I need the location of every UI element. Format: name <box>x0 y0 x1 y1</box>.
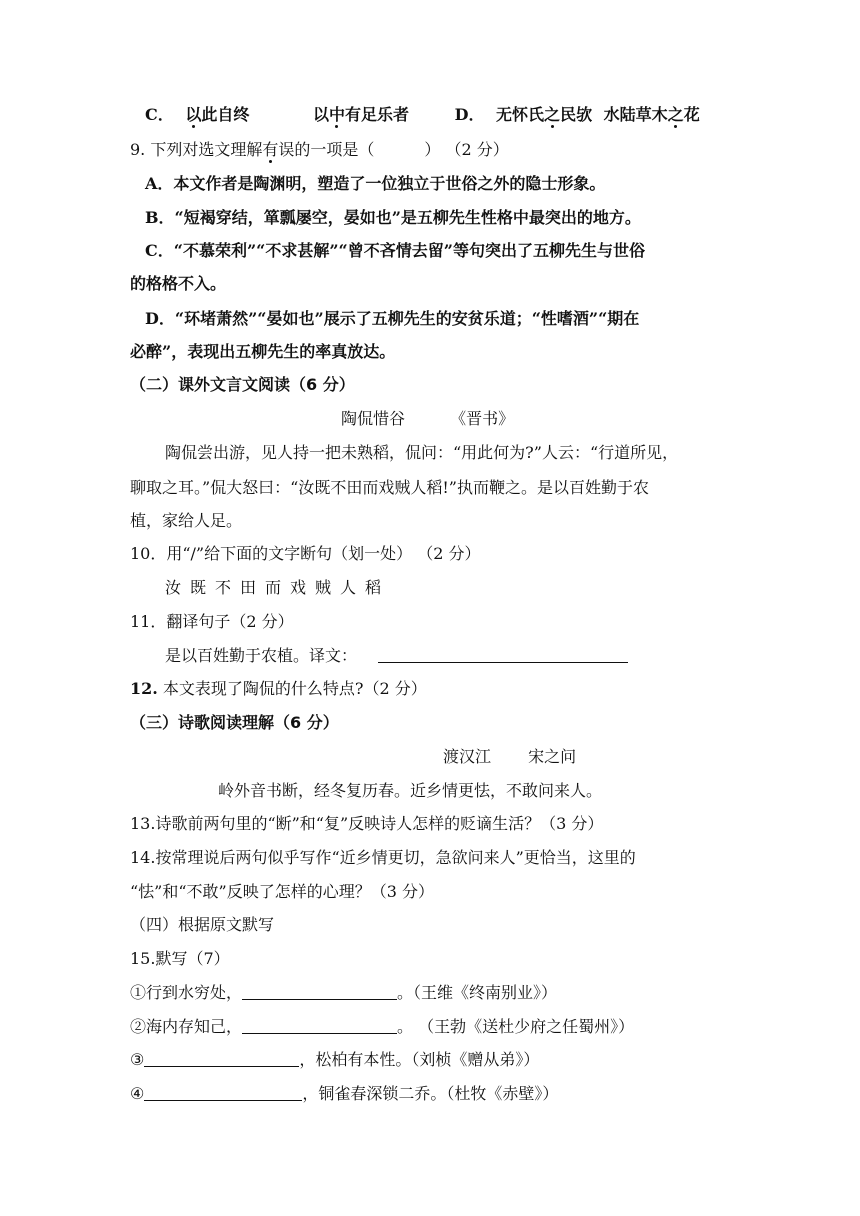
passage-title: 陶侃惜谷 <box>341 409 406 428</box>
passage-line-2: 聊取之耳。”侃大怒曰：“汝既不田而戏贼人稻!”执而鞭之。是以百姓勤于农 <box>130 478 649 497</box>
q15-item-1: ①行到水穷处， 。（王维《终南别业》） <box>130 983 558 1002</box>
passage-source: 《晋书》 <box>450 409 515 428</box>
q9-option-c-line2: 的格格不入。 <box>130 274 227 293</box>
q9-option-b: B．“短褐穿结，箪瓢屡空，晏如也”是五柳先生性格中最突出的地方。 <box>145 208 641 227</box>
q9-option-d-line1: D．“环堵萧然”“晏如也”展示了五柳先生的安贫乐道；“性嗜酒”“期在 <box>145 309 640 328</box>
q8-option-c-part2: 以中有足乐者 <box>312 105 409 124</box>
poem-text: 岭外音书断，经冬复历春。近乡情更怯，不敢问来人。 <box>218 781 603 800</box>
q14-stem-line2: “怯”和“不敢”反映了怎样的心理？（3 分） <box>130 882 434 901</box>
q11-translation-row <box>165 645 628 667</box>
q9-option-d-line2: 必醉”，表现出五柳先生的率真放达。 <box>130 342 396 361</box>
passage-line-1: 陶侃尝出游，见人持一把未熟稻，侃问：“用此何为?”人云：“行道所见， <box>165 443 679 462</box>
q8-option-row <box>145 104 700 126</box>
q15-item-3-blank[interactable] <box>144 1050 299 1067</box>
q15-item-4-blank[interactable] <box>144 1084 302 1101</box>
poem-author: 宋之问 <box>528 747 577 766</box>
q9-option-a: A．本文作者是陶渊明，塑造了一位独立于世俗之外的隐士形象。 <box>145 174 606 193</box>
q8-option-c-part1: 以此自终 <box>185 105 250 124</box>
q9-stem: 9. 下列对选文理解有误的一项是（ ） （2 分） <box>130 140 509 159</box>
q8-option-d-label: D． <box>454 105 485 124</box>
section2-heading: （二）课外文言文阅读（6 分） <box>130 375 355 394</box>
q8-option-d-part1: 无怀氏之民欤 <box>496 105 593 124</box>
q15-stem: 15.默写（7） <box>130 949 230 968</box>
section3-heading: （三）诗歌阅读理解（6 分） <box>130 713 339 732</box>
q8-option-d-part2: 水陆草木之花 <box>603 105 700 124</box>
poem-title-row <box>443 746 576 768</box>
q8-emphasized-char: 之 <box>667 105 684 124</box>
passage-line-3: 植，家给人足。 <box>130 511 243 530</box>
q11-stem: 11．翻译句子（2 分） <box>130 612 294 631</box>
q10-stem: 10．用“/”给下面的文字断句（划一处） （2 分） <box>130 544 481 563</box>
q12-stem: 12. 本文表现了陶侃的什么特点?（2 分） <box>130 679 427 698</box>
q11-prompt: 是以百姓勤于农植。译文： <box>165 646 358 665</box>
poem-title: 渡汉江 <box>443 747 492 766</box>
q15-item-4: ④ ，铜雀春深锁二乔。（杜牧《赤壁》） <box>130 1084 559 1103</box>
q15-item-3: ③ ，松柏有本性。（刘桢《赠从弟》） <box>130 1050 540 1069</box>
q9-emphasized-char: 有 <box>262 140 279 159</box>
q12-number: 12. <box>130 679 158 698</box>
section4-heading: （四）根据原文默写 <box>130 915 275 934</box>
q15-item-1-blank[interactable] <box>242 983 397 1000</box>
q15-item-2: ②海内存知己， 。 （王勃《送杜少府之任蜀州》） <box>130 1017 635 1036</box>
q8-emphasized-char: 以 <box>185 105 202 124</box>
q8-option-c-label: C． <box>145 105 174 124</box>
q10-sentence: 汝既不田而戏贼人稻 <box>165 578 391 597</box>
q13-stem: 13.诗歌前两句里的“断”和“复”反映诗人怎样的贬谪生活？（3 分） <box>130 814 604 833</box>
q15-item-2-blank[interactable] <box>242 1017 397 1034</box>
q8-emphasized-char: 之 <box>544 105 561 124</box>
section2-title-row <box>341 408 514 430</box>
q11-answer-blank[interactable] <box>378 646 628 663</box>
q8-emphasized-char: 中 <box>328 105 345 124</box>
q9-option-c-line1: C．“不慕荣利”“不求甚解”“曾不吝情去留”等句突出了五柳先生与世俗 <box>145 241 645 260</box>
q14-stem-line1: 14.按常理说后两句似乎写作“近乡情更切，急欲问来人”更恰当，这里的 <box>130 848 636 867</box>
